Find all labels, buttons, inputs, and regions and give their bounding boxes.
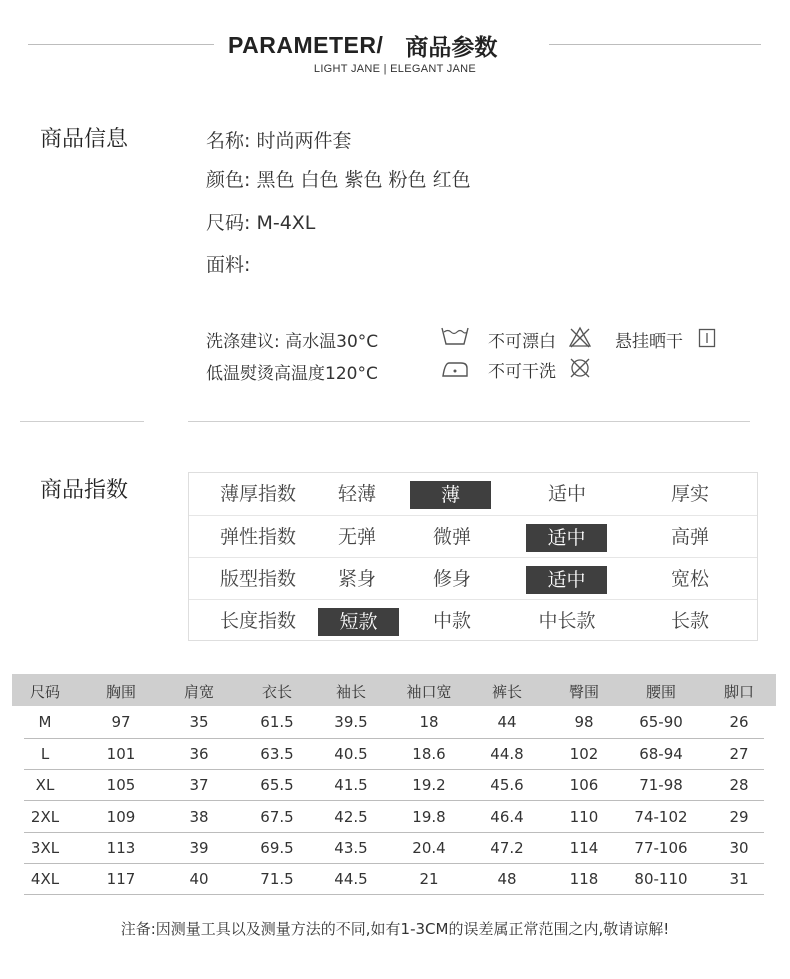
index-option-selected: 薄 bbox=[410, 481, 491, 509]
index-label: 长度指数 bbox=[219, 610, 296, 632]
table-cell: 118 bbox=[569, 870, 599, 888]
index-option: 紧身 bbox=[337, 568, 376, 590]
table-cell: 31 bbox=[729, 870, 749, 888]
header-cell: 尺码 bbox=[29, 683, 60, 701]
table-cell: 21 bbox=[419, 870, 439, 888]
header-line-left bbox=[28, 44, 214, 45]
table-cell: 19.2 bbox=[412, 776, 446, 794]
table-cell: 65-90 bbox=[639, 713, 683, 731]
index-option: 高弹 bbox=[670, 526, 709, 548]
title-en: PARAMETER/ bbox=[228, 31, 384, 58]
table-cell: 80-110 bbox=[634, 870, 688, 888]
table-cell: 28 bbox=[729, 776, 749, 794]
table-cell: 2XL bbox=[30, 808, 60, 826]
row-divider bbox=[24, 832, 764, 833]
no-dryclean-label: 不可干洗 bbox=[488, 362, 556, 382]
table-cell: 18 bbox=[419, 713, 439, 731]
table-cell: 39.5 bbox=[334, 713, 368, 731]
index-option: 无弹 bbox=[337, 526, 376, 548]
table-cell: 110 bbox=[569, 808, 599, 826]
index-grid bbox=[188, 472, 758, 641]
index-option: 长款 bbox=[670, 610, 709, 632]
table-cell: 65.5 bbox=[260, 776, 294, 794]
no-bleach-label: 不可漂白 bbox=[488, 332, 556, 352]
title-zh: 商品参数 bbox=[405, 34, 498, 61]
index-row-thickness bbox=[189, 473, 757, 515]
section-divider-left bbox=[20, 421, 144, 422]
header-cell: 肩宽 bbox=[183, 683, 214, 701]
index-label: 弹性指数 bbox=[219, 526, 296, 548]
index-option: 微弹 bbox=[432, 526, 471, 548]
table-cell: 26 bbox=[729, 713, 749, 731]
header-cell: 胸围 bbox=[105, 683, 136, 701]
info-color: 颜色: 黑色 白色 紫色 粉色 红色 bbox=[206, 169, 471, 191]
info-name: 名称: 时尚两件套 bbox=[206, 130, 352, 152]
index-option: 中长款 bbox=[538, 610, 596, 632]
table-cell: 40 bbox=[189, 870, 209, 888]
table-cell: 20.4 bbox=[412, 839, 446, 857]
table-cell: 4XL bbox=[30, 870, 60, 888]
table-cell: 102 bbox=[569, 745, 599, 763]
header-cell: 裤长 bbox=[491, 683, 522, 701]
table-cell: 45.6 bbox=[490, 776, 524, 794]
table-cell: 42.5 bbox=[334, 808, 368, 826]
table-cell: XL bbox=[35, 776, 55, 794]
table-cell: 114 bbox=[569, 839, 599, 857]
table-cell: 41.5 bbox=[334, 776, 368, 794]
section-title-index: 商品指数 bbox=[40, 478, 129, 503]
hang-dry-icon bbox=[698, 328, 716, 352]
header-cell: 臀围 bbox=[568, 683, 599, 701]
header-cell: 脚口 bbox=[723, 683, 754, 701]
index-label: 版型指数 bbox=[219, 568, 296, 590]
table-cell: 67.5 bbox=[260, 808, 294, 826]
table-cell: 37 bbox=[189, 776, 209, 794]
row-divider bbox=[24, 769, 764, 770]
table-cell: 101 bbox=[106, 745, 136, 763]
table-cell: 19.8 bbox=[412, 808, 446, 826]
table-cell: 39 bbox=[189, 839, 209, 857]
table-cell: 69.5 bbox=[260, 839, 294, 857]
section-title-info: 商品信息 bbox=[40, 127, 129, 152]
index-option: 修身 bbox=[432, 568, 471, 590]
no-dryclean-icon bbox=[568, 357, 592, 383]
header-cell: 衣长 bbox=[261, 683, 292, 701]
info-fabric: 面料: bbox=[206, 254, 251, 276]
index-option: 宽松 bbox=[670, 568, 709, 590]
table-cell: 106 bbox=[569, 776, 599, 794]
table-cell: 68-94 bbox=[639, 745, 683, 763]
table-cell: 74-102 bbox=[634, 808, 688, 826]
table-cell: 77-106 bbox=[634, 839, 688, 857]
table-cell: L bbox=[40, 745, 50, 763]
row-divider bbox=[24, 738, 764, 739]
table-cell: 29 bbox=[729, 808, 749, 826]
table-cell: 48 bbox=[497, 870, 517, 888]
header-cell: 袖长 bbox=[335, 683, 366, 701]
table-cell: 113 bbox=[106, 839, 136, 857]
footnote: 注备:因测量工具以及测量方法的不同,如有1-3CM的误差属正常范围之内,敬请谅解! bbox=[120, 920, 670, 938]
header-title bbox=[228, 28, 568, 62]
header-cell: 袖口宽 bbox=[406, 683, 452, 701]
table-cell: 35 bbox=[189, 713, 209, 731]
index-label: 薄厚指数 bbox=[219, 483, 296, 505]
info-size: 尺码: M-4XL bbox=[206, 212, 316, 234]
index-row-elasticity bbox=[189, 515, 757, 557]
row-divider bbox=[24, 863, 764, 864]
row-divider bbox=[24, 800, 764, 801]
table-cell: 47.2 bbox=[490, 839, 524, 857]
table-cell: M bbox=[38, 713, 52, 731]
table-cell: 3XL bbox=[30, 839, 60, 857]
header-cell: 腰围 bbox=[645, 683, 676, 701]
table-cell: 30 bbox=[729, 839, 749, 857]
iron-icon bbox=[440, 359, 470, 383]
index-option: 厚实 bbox=[670, 483, 709, 505]
wash-temp-label: 洗涤建议: 高水温30°C bbox=[206, 332, 379, 352]
table-cell: 71.5 bbox=[260, 870, 294, 888]
table-cell: 44 bbox=[497, 713, 517, 731]
table-cell: 27 bbox=[729, 745, 749, 763]
header-subtitle: LIGHT JANE | ELEGANT JANE bbox=[313, 63, 477, 75]
table-cell: 46.4 bbox=[490, 808, 524, 826]
index-row-length bbox=[189, 599, 757, 641]
index-row-fit bbox=[189, 557, 757, 599]
table-cell: 61.5 bbox=[260, 713, 294, 731]
table-cell: 44.8 bbox=[490, 745, 524, 763]
index-option-selected: 适中 bbox=[526, 524, 607, 552]
table-cell: 43.5 bbox=[334, 839, 368, 857]
table-cell: 36 bbox=[189, 745, 209, 763]
iron-label: 低温熨烫高温度120°C bbox=[206, 364, 378, 384]
table-cell: 117 bbox=[106, 870, 136, 888]
table-cell: 18.6 bbox=[412, 745, 446, 763]
section-divider-right bbox=[188, 421, 750, 422]
size-table-header bbox=[12, 674, 776, 706]
table-cell: 98 bbox=[574, 713, 594, 731]
wash-basin-icon bbox=[440, 325, 470, 351]
header-line-right bbox=[549, 44, 761, 45]
table-cell: 63.5 bbox=[260, 745, 294, 763]
index-option: 轻薄 bbox=[337, 483, 376, 505]
row-divider bbox=[24, 894, 764, 895]
index-option: 适中 bbox=[547, 483, 586, 505]
index-option: 中款 bbox=[432, 610, 471, 632]
no-bleach-icon bbox=[568, 326, 592, 352]
table-cell: 44.5 bbox=[334, 870, 368, 888]
table-cell: 105 bbox=[106, 776, 136, 794]
table-cell: 40.5 bbox=[334, 745, 368, 763]
table-cell: 38 bbox=[189, 808, 209, 826]
index-option-selected: 适中 bbox=[526, 566, 607, 594]
table-cell: 71-98 bbox=[639, 776, 683, 794]
table-cell: 97 bbox=[111, 713, 131, 731]
hang-dry-label: 悬挂晒干 bbox=[615, 332, 683, 352]
table-cell: 109 bbox=[106, 808, 136, 826]
index-option-selected: 短款 bbox=[318, 608, 399, 636]
